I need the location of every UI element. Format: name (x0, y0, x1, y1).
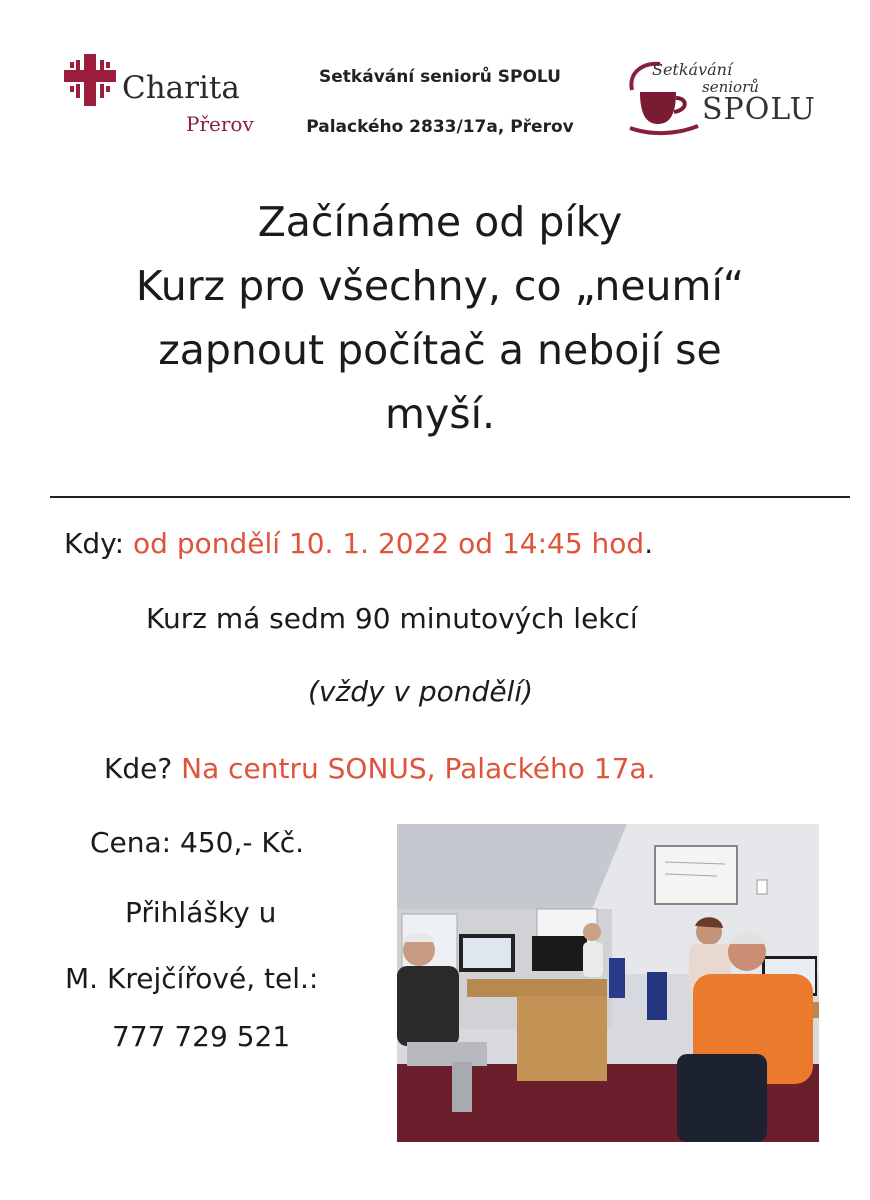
where-line (104, 752, 655, 785)
charita-logo (62, 46, 262, 141)
signup-line-2: M. Krejčířové, tel.: (65, 962, 319, 995)
organizer-address: Palackého 2833/17a, Přerov (306, 117, 574, 137)
when-value: od pondělí 10. 1. 2022 od 14:45 hod (133, 527, 645, 560)
spolu-logo (622, 52, 822, 137)
signup-line-1: Přihlášky u (125, 896, 277, 929)
title-line-3: zapnout počítač a nebojí se (158, 326, 722, 374)
when-line (64, 527, 653, 560)
charita-city: Přerov (186, 112, 254, 136)
where-label: Kde? (104, 752, 182, 785)
spolu-text-senioru: seniorů (702, 78, 759, 96)
when-label: Kdy: (64, 527, 134, 560)
title-line-4: myší. (385, 390, 495, 438)
charita-name: Charita (122, 70, 240, 106)
spolu-text-setkavani: Setkávání (652, 60, 733, 79)
classroom-photo (397, 824, 819, 1142)
spolu-text-spolu: SPOLU (702, 92, 816, 127)
title-line-1: Začínáme od píky (257, 198, 623, 246)
signup-phone: 777 729 521 (112, 1020, 291, 1053)
price-line: Cena: 450,- Kč. (90, 826, 305, 859)
classroom-photo-illustration (397, 824, 819, 1142)
organizer-info (270, 52, 610, 152)
divider (50, 496, 850, 498)
organizer-name: Setkávání seniorů SPOLU (319, 67, 561, 87)
charita-cross-icon (62, 52, 118, 108)
lessons-line: Kurz má sedm 90 minutových lekcí (146, 602, 638, 635)
where-value: Na centru SONUS, Palackého 17a. (181, 752, 656, 785)
course-title (40, 190, 840, 446)
when-end: . (644, 527, 654, 560)
mondays-line: (vždy v pondělí) (308, 675, 534, 708)
title-line-2: Kurz pro všechny, co „neumí“ (135, 262, 745, 310)
